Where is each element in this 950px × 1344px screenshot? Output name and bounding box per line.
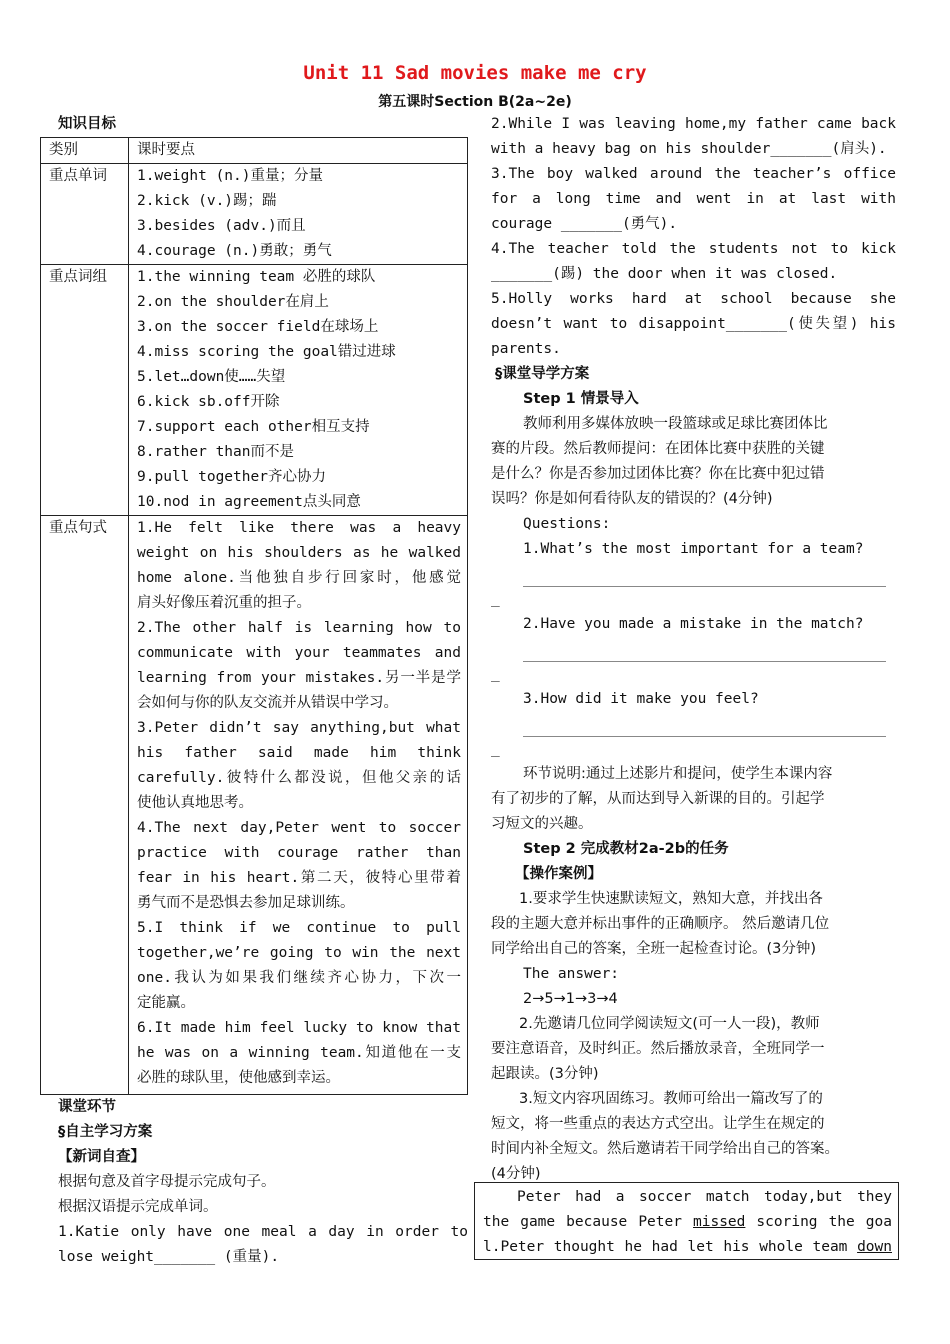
item1-para-line: 1.要求学生快速默读短文，熟知大意，并找出各 [519,891,823,907]
question-4-line-1: 4.The teacher told the students not to kick [491,241,896,257]
table-row [41,265,468,516]
question-5-line-3: parents. [491,341,561,357]
list-item: 4.miss scoring the goal错过进球 [137,344,396,360]
list-item: 9.pull together齐心协力 [137,469,326,485]
new-words-heading: 【新词自查】 [58,1149,145,1165]
list-item: 2.kick (v.)踢；踹 [137,193,277,209]
passage-answer: down [857,1239,892,1255]
sentence-line: 会如何与你的队友交流并从错误中学习。 [137,695,398,711]
list-item: 7.support each other相互支持 [137,419,370,435]
dash-mark: _ [491,741,500,757]
class-section-heading: 课堂环节 [58,1099,116,1115]
note-para-line: 环节说明:通过上述影片和提问，使学生本课内容 [523,766,833,782]
instruction-1: 根据句意及首字母提示完成句子。 [58,1174,276,1190]
step1-para-line: 误吗？你是如何看待队友的错误的？(4分钟) [491,491,773,507]
question-5-line-2: doesn’t want to disappoint_______(使失望) his [491,316,896,332]
sentence-line: together,we’re going to win the next [137,945,461,961]
sentence-line: 2.The other half is learning how to [137,620,461,636]
item1-para-line: 同学给出自己的答案，全班一起检查讨论。(3分钟) [491,941,817,957]
category-sentences: 重点句式 [49,520,107,536]
page-subtitle: 第五课时Section B(2a~2e) [378,94,572,110]
sentence-line: one.我认为如果我们继续齐心协力，下次一 [137,970,461,986]
category-words: 重点单词 [49,168,107,184]
passage-line-3 [483,1235,892,1260]
list-item: 10.nod in agreement点头同意 [137,494,361,510]
dash-mark: _ [491,666,500,682]
step2-heading: Step 2 完成教材2a-2b的任务 [523,841,729,857]
list-item: 1.the winning team 必胜的球队 [137,269,376,285]
sentence-line: 定能赢。 [137,995,195,1011]
table-header-row [41,138,468,164]
answer-sequence: 2→5→1→3→4 [523,991,618,1007]
item3-para-line: (4分钟) [491,1166,541,1182]
list-item: 3.besides (adv.)而且 [137,218,306,234]
warmup-question: 3.How did it make you feel? [523,691,759,707]
passage-line-1 [483,1185,892,1210]
passage-text: Peter had a soccer match today,but they [517,1189,892,1205]
sentence-line: carefully.彼特什么都没说，但他父亲的话 [137,770,461,786]
sentence-line: fear in his heart.第二天，彼特心里带着 [137,870,461,886]
right-column [491,112,896,1187]
list-item: 2.on the shoulder在肩上 [137,294,329,310]
sentence-line: home alone.当他独自步行回家时，他感觉 [137,570,461,586]
question-3-line-2: for a long time and went in at last with [491,191,896,207]
question-5-line-1: 5.Holly works hard at school because she [491,291,896,307]
col-header-category: 类别 [49,142,78,158]
question-2-line-1: 2.While I was leaving home,my father came back [491,116,896,132]
objectives-table [40,137,468,1095]
sentence-line: 4.The next day,Peter went to soccer [137,820,461,836]
question-3-line-1: 3.The boy walked around the teacher’s office [491,166,896,182]
self-study-heading: §自主学习方案 [58,1124,153,1140]
sentence-line: 1.He felt like there was a heavy [137,520,461,536]
step1-para-line: 赛的片段。然后教师提问：在团体比赛中获胜的关键 [491,441,825,457]
sentence-line: his father said made him think [137,745,461,761]
sentence-line: weight on his shoulders as he walked [137,545,461,561]
sentence-line: communicate with your teammates and [137,645,461,661]
objectives-heading: 知识目标 [58,116,116,132]
list-item: 8.rather than而不是 [137,444,294,460]
warmup-question: 1.What’s the most important for a team? [523,541,864,557]
passage-line-2 [483,1210,892,1235]
category-phrases: 重点词组 [49,269,107,285]
list-item: 3.on the soccer field在球场上 [137,319,379,335]
sentence-line: 肩头好像压着沉重的担子。 [137,595,311,611]
left-column [40,112,468,1270]
guide-heading: §课堂导学方案 [495,366,590,382]
item3-para-line: 短文，将一些重点的表达方式空出。让学生在规定的 [491,1116,825,1132]
questions-label: Questions: [523,516,611,532]
item3-para-line: 时间内补全短文。然后邀请若干同学给出自己的答案。 [491,1141,839,1157]
list-item: 6.kick sb.off开除 [137,394,280,410]
item2-para-line: 起跟读。(3分钟) [491,1066,599,1082]
page-title: Unit 11 Sad movies make me cry [303,62,647,84]
table-row [41,516,468,1095]
sentence-line: 必胜的球队里，使他感到幸运。 [137,1070,340,1086]
col-header-points: 课时要点 [137,142,195,158]
warmup-question: 2.Have you made a mistake in the match? [523,616,864,632]
case-heading: 【操作案例】 [515,866,602,882]
sentence-line: 5.I think if we continue to pull [137,920,461,936]
passage-box [474,1182,899,1260]
answer-blank[interactable] [523,712,886,737]
instruction-2: 根据汉语提示完成单词。 [58,1199,218,1215]
passage-text: the game because Peter [483,1214,693,1230]
question-2-line-2: with a heavy bag on his shoulder_______(肩头). [491,141,887,157]
sentence-line: he was on a winning team.知道他在一支 [137,1045,461,1061]
question-4-line-2: _______(踢) the door when it was closed. [491,266,838,282]
question-3-line-3: courage _______(勇气). [491,216,678,232]
note-para-line: 有了初步的了解，从而达到导入新课的目的。引起学 [491,791,825,807]
item3-para-line: 3.短文内容巩固练习。教师可给出一篇改写了的 [519,1091,823,1107]
sentence-line: 3.Peter didn’t say anything,but what [137,720,461,736]
question-1-line-1: 1.Katie only have one meal a day in order to [58,1224,468,1240]
note-para-line: 习短文的兴趣。 [491,816,593,832]
passage-text: l.Peter thought he had let his whole team [483,1239,858,1255]
sentence-line: learning from your mistakes.另一半是学 [137,670,461,686]
answer-blank[interactable] [523,637,886,662]
question-1-line-2: lose weight_______ (重量). [58,1249,280,1265]
step1-para-line: 教师利用多媒体放映一段篮球或足球比赛团体比 [523,416,828,432]
passage-text: scoring the goa [745,1214,892,1230]
list-item: 5.let…down使……失望 [137,369,286,385]
passage-answer: missed [693,1214,746,1230]
answer-blank[interactable] [523,562,886,587]
list-item: 4.courage (n.)勇敢；勇气 [137,243,332,259]
item2-para-line: 2.先邀请几位同学阅读短文(可一人一段)，教师 [519,1016,820,1032]
sentence-line: practice with courage rather than [137,845,461,861]
item1-para-line: 段的主题大意并标出事件的正确顺序。 然后邀请几位 [491,916,830,932]
sentence-line: 6.It made him feel lucky to know that [137,1020,461,1036]
answer-label: The answer: [523,966,620,982]
table-row [41,164,468,265]
step1-para-line: 是什么？你是否参加过团体比赛？你在比赛中犯过错 [491,466,825,482]
item2-para-line: 要注意语音，及时纠正。然后播放录音，全班同学一 [491,1041,825,1057]
dash-mark: _ [491,591,500,607]
sentence-line: 使他认真地思考。 [137,795,253,811]
sentence-line: 勇气而不是恐惧去参加足球训练。 [137,895,355,911]
list-item: 1.weight (n.)重量；分量 [137,168,323,184]
step1-heading: Step 1 情景导入 [523,391,639,407]
